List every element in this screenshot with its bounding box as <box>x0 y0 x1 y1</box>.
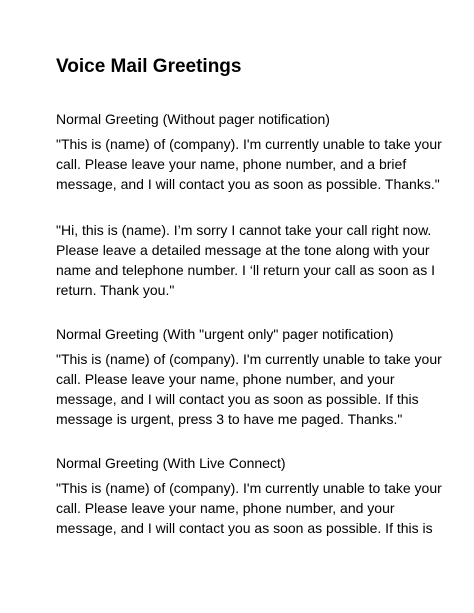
greeting-paragraph-4 <box>56 478 442 538</box>
paragraph-line: name and telephone number. I ‘ll return your call as soon as I <box>56 262 435 278</box>
greeting-paragraph-3 <box>56 349 442 429</box>
paragraph-line: "This is (name) of (company). I'm currently unable to take your <box>56 480 442 496</box>
paragraph-line: "This is (name) of (company). I'm currently unable to take your <box>56 136 442 152</box>
paragraph-line: message, and I will contact you as soon as possible. Thanks." <box>56 176 440 192</box>
paragraph-line: call. Please leave your name, phone number, and your <box>56 500 395 516</box>
greeting-paragraph-1 <box>56 134 442 194</box>
paragraph-line: call. Please leave your name, phone number, and a brief <box>56 156 407 172</box>
paragraph-line: call. Please leave your name, phone number, and your <box>56 371 395 387</box>
paragraph-line: "This is (name) of (company). I'm currently unable to take your <box>56 351 442 367</box>
paragraph-line: "Hi, this is (name). I’m sorry I cannot take your call right now. <box>56 222 432 238</box>
paragraph-line: message, and I will contact you as soon as possible. If this <box>56 391 419 407</box>
greeting-paragraph-2 <box>56 220 435 300</box>
section-heading-live-connect: Normal Greeting (With Live Connect) <box>56 455 286 471</box>
paragraph-line: Please leave a detailed message at the tone along with your <box>56 242 430 258</box>
paragraph-line: return. Thank you." <box>56 282 175 298</box>
section-heading-urgent-only-pager: Normal Greeting (With "urgent only" pager notification) <box>56 326 394 342</box>
document-title: Voice Mail Greetings <box>56 56 242 77</box>
paragraph-line: message, and I will contact you as soon as possible. If this is <box>56 520 433 536</box>
paragraph-line: message is urgent, press 3 to have me paged. Thanks." <box>56 411 403 427</box>
section-heading-without-pager: Normal Greeting (Without pager notification) <box>56 111 330 127</box>
